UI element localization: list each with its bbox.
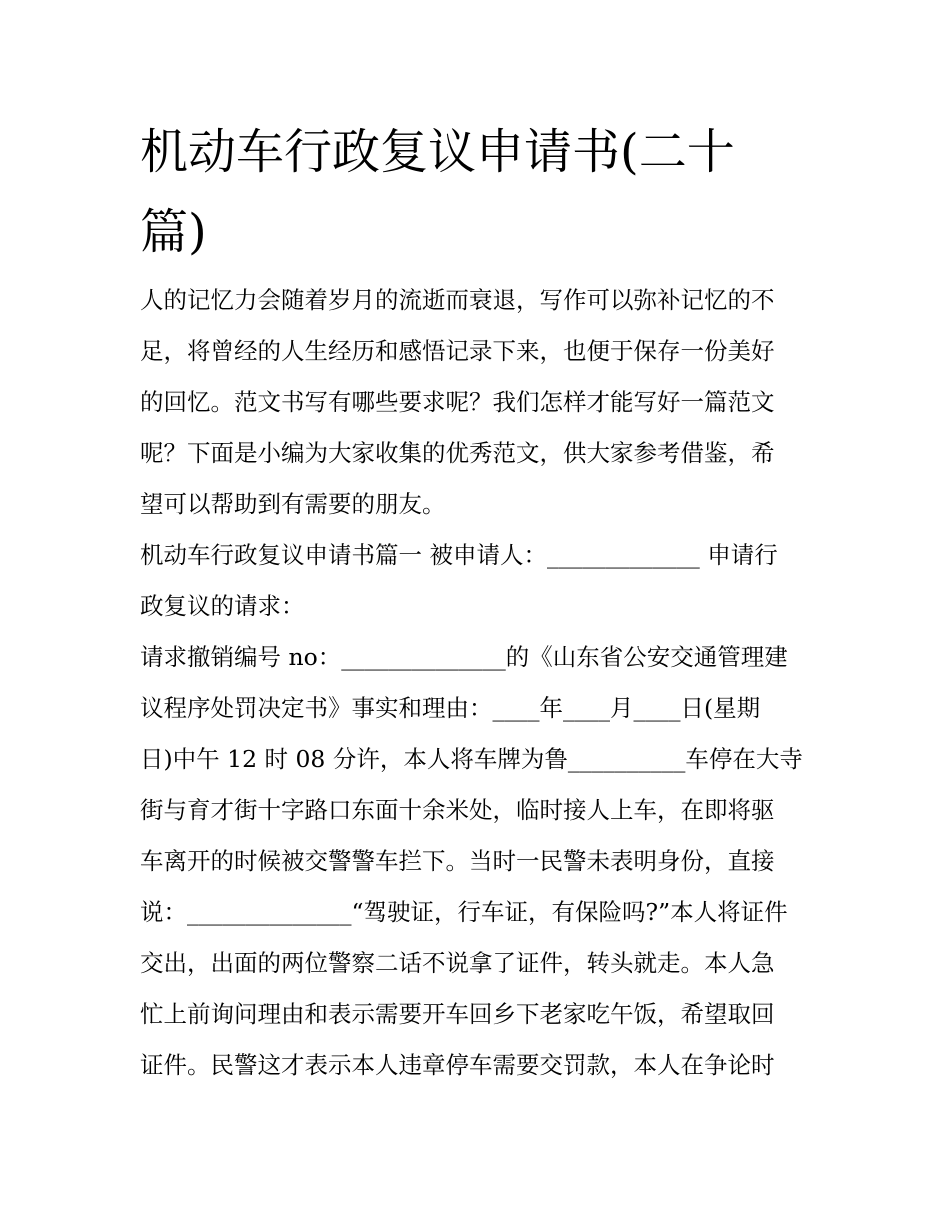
body-line-12: 车离开的时候被交警警车拦下。当时一民警未表明身份，直接 xyxy=(140,847,775,875)
body-line-6: 机动车行政复议申请书篇一 被申请人：_____________ 申请行 xyxy=(140,541,778,569)
document-title xyxy=(140,112,820,272)
body-line-9: 议程序处罚决定书》事实和理由：____年____月____日(星期 xyxy=(140,694,761,722)
body-line-14: 交出，出面的两位警察二话不说拿了证件，转头就走。本人急 xyxy=(140,949,775,977)
body-line-4: 呢？下面是小编为大家收集的优秀范文，供大家参考借鉴，希 xyxy=(140,439,775,467)
body-line-2: 足，将曾经的人生经历和感悟记录下来，也便于保存一份美好 xyxy=(140,337,775,365)
body-line-10: 日)中午 12 时 08 分许，本人将车牌为鲁__________车停在大寺 xyxy=(140,745,803,773)
body-line-1: 人的记忆力会随着岁月的流逝而衰退，写作可以弥补记忆的不 xyxy=(140,286,775,314)
body-line-3: 的回忆。范文书写有哪些要求呢？我们怎样才能写好一篇范文 xyxy=(140,388,775,416)
title-line-1: 机动车行政复议申请书(二十 xyxy=(140,124,735,180)
title-line-2: 篇) xyxy=(140,204,207,260)
body-line-8: 请求撤销编号 no：______________的《山东省公安交通管理建 xyxy=(140,643,788,671)
document-body xyxy=(140,275,820,1091)
body-line-16: 证件。民警这才表示本人违章停车需要交罚款，本人在争论时 xyxy=(140,1051,775,1079)
body-line-7: 政复议的请求： xyxy=(140,592,305,620)
body-line-13: 说：______________“驾驶证，行车证，有保险吗?”本人将证件 xyxy=(140,898,788,926)
body-line-5: 望可以帮助到有需要的朋友。 xyxy=(140,490,446,518)
body-line-11: 街与育才街十字路口东面十余米处，临时接人上车，在即将驱 xyxy=(140,796,775,824)
body-line-15: 忙上前询问理由和表示需要开车回乡下老家吃午饭，希望取回 xyxy=(140,1000,775,1028)
